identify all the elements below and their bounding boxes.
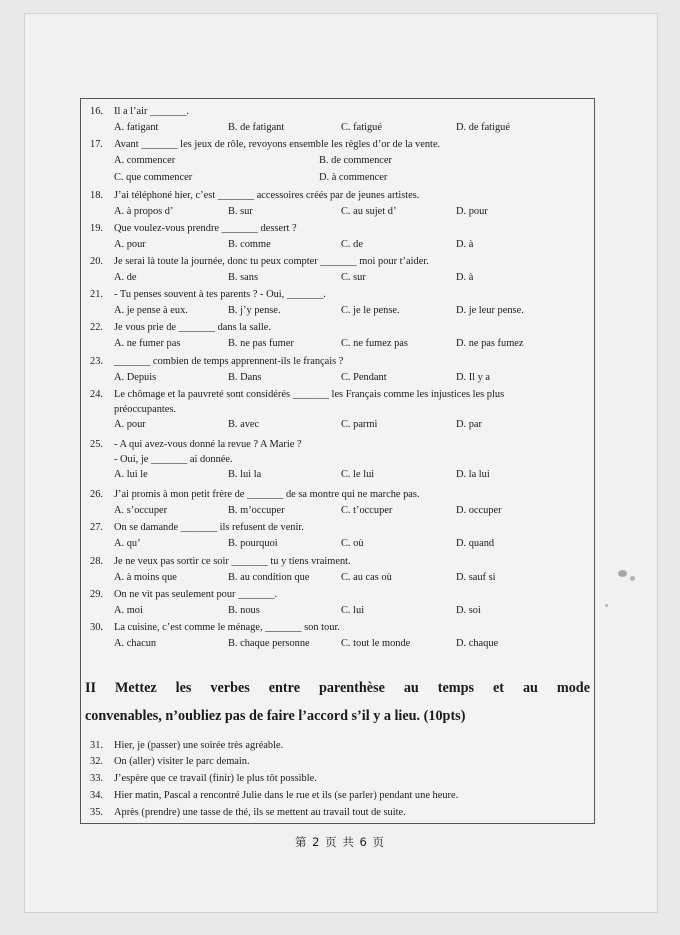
- option-b: B. ne pas fumer: [228, 338, 294, 349]
- option-a: A. ne fumer pas: [114, 338, 181, 349]
- question-number: 19.: [90, 223, 103, 234]
- option-a: A. moi: [114, 605, 143, 616]
- option-d: D. Il y a: [456, 372, 491, 383]
- question-stem: _______ combien de temps apprennent-ils le français ?: [114, 356, 344, 367]
- question-stem: Le chômage et la pauvreté sont considérés _______ les Français comme les injustices les plus: [114, 389, 505, 400]
- section-heading: II Mettez les verbes entre parenthèse au temps et au mode: [85, 680, 590, 696]
- option-b: B. au condition que: [228, 572, 310, 583]
- question-24: [85, 388, 590, 434]
- option-d: D. la lui: [456, 469, 490, 480]
- option-c: C. où: [341, 538, 364, 549]
- option-a: A. commencer: [114, 155, 176, 166]
- question-26: [85, 488, 590, 520]
- option-c: C. de: [341, 239, 363, 250]
- option-c: C. au sujet d’: [341, 206, 397, 217]
- question-number: 23.: [90, 356, 103, 367]
- question-22: [85, 321, 590, 353]
- option-c: C. ne fumez pas: [341, 338, 408, 349]
- option-c: C. tout le monde: [341, 638, 411, 649]
- option-a: A. lui le: [114, 469, 148, 480]
- option-d: D. quand: [456, 538, 495, 549]
- question-number: 27.: [90, 522, 103, 533]
- question-stem: Je serai là toute la journée, donc tu peux compter _______ moi pour t’aider.: [114, 256, 429, 267]
- exercise-number: 34.: [90, 790, 103, 801]
- option-b: B. comme: [228, 239, 271, 250]
- page-footer: 第 2 页 共 6 页: [295, 835, 385, 849]
- option-d: D. à: [456, 239, 474, 250]
- question-number: 26.: [90, 489, 103, 500]
- option-d: D. à commencer: [319, 172, 388, 183]
- section-heading-continued: convenables, n’oubliez pas de faire l’accord s’il y a lieu. (10pts): [85, 708, 466, 724]
- option-b: B. pourquoi: [228, 538, 278, 549]
- option-d: D. chaque: [456, 638, 499, 649]
- exercise-text: Hier matin, Pascal a rencontré Julie dans le rue et ils (se parler) pendant une heure.: [114, 790, 459, 801]
- option-c: C. Pendant: [341, 372, 387, 383]
- option-b: B. de fatigant: [228, 122, 285, 133]
- exercise-number: 31.: [90, 740, 103, 751]
- question-number: 25.: [90, 439, 103, 450]
- option-b: B. nous: [228, 605, 260, 616]
- question-30: [85, 621, 590, 653]
- option-a: A. pour: [114, 419, 146, 430]
- exam-page: [25, 14, 657, 912]
- scan-speck: [630, 576, 635, 581]
- question-20: [85, 255, 590, 287]
- question-18: [85, 189, 590, 221]
- question-number: 22.: [90, 322, 103, 333]
- question-stem: J’ai téléphoné hier, c’est _______ accessoires créés par de jeunes artistes.: [114, 190, 420, 201]
- option-b: B. lui la: [228, 469, 262, 480]
- option-b: B. sans: [228, 272, 259, 283]
- option-d: D. je leur pense.: [456, 305, 524, 316]
- question-stem: Je ne veux pas sortir ce soir _______ tu y tiens vraiment.: [114, 556, 351, 567]
- question-number: 24.: [90, 389, 103, 400]
- question-stem: Que voulez-vous prendre _______ dessert ?: [114, 223, 297, 234]
- option-d: D. pour: [456, 206, 488, 217]
- question-number: 28.: [90, 556, 103, 567]
- scan-speck: [605, 604, 608, 607]
- option-c: C. parmi: [341, 419, 378, 430]
- question-stem: J’ai promis à mon petit frère de _______ de sa montre qui ne marche pas.: [114, 489, 420, 500]
- question-25: [85, 438, 590, 484]
- option-b: B. m’occuper: [228, 505, 285, 516]
- question-23: [85, 355, 590, 387]
- option-a: A. de: [114, 272, 137, 283]
- option-b: B. sur: [228, 206, 253, 217]
- question-29: [85, 588, 590, 620]
- question-21: [85, 288, 590, 320]
- option-d: D. soi: [456, 605, 481, 616]
- question-stem: - Tu penses souvent à tes parents ? - Oui, _______.: [114, 289, 326, 300]
- question-stem: - A qui avez-vous donné la revue ? A Marie ?: [114, 439, 302, 450]
- question-stem: La cuisine, c’est comme le ménage, _______ son tour.: [114, 622, 340, 633]
- option-b: B. de commencer: [319, 155, 392, 166]
- option-d: D. occuper: [456, 505, 502, 516]
- exercise-text: Hier, je (passer) une soirée très agréable.: [114, 740, 284, 751]
- exercise-number: 35.: [90, 807, 103, 818]
- exercise-text: Après (prendre) une tasse de thé, ils se mettent au travail tout de suite.: [114, 807, 406, 818]
- question-28: [85, 555, 590, 587]
- question-16: [85, 105, 590, 137]
- question-number: 18.: [90, 190, 103, 201]
- option-d: D. par: [456, 419, 482, 430]
- question-number: 16.: [90, 106, 103, 117]
- option-a: A. chacun: [114, 638, 157, 649]
- question-stem: Il a l’air _______.: [114, 106, 190, 117]
- option-c: C. sur: [341, 272, 366, 283]
- question-number: 17.: [90, 139, 103, 150]
- option-d: D. à: [456, 272, 474, 283]
- exercise-text: J’espère que ce travail (finir) le plus tôt possible.: [114, 773, 317, 784]
- exam-frame: [80, 98, 595, 824]
- option-b: B. avec: [228, 419, 260, 430]
- question-17: [85, 138, 590, 187]
- option-a: A. s’occuper: [114, 505, 168, 516]
- option-c: C. fatigué: [341, 122, 382, 133]
- question-27: [85, 521, 590, 553]
- question-stem-continued: préoccupantes.: [114, 404, 177, 415]
- option-a: A. à moins que: [114, 572, 177, 583]
- option-d: D. de fatigué: [456, 122, 510, 133]
- option-c: C. que commencer: [114, 172, 193, 183]
- option-a: A. je pense à eux.: [114, 305, 188, 316]
- option-a: A. pour: [114, 239, 146, 250]
- option-c: C. lui: [341, 605, 365, 616]
- option-a: A. qu’: [114, 538, 141, 549]
- option-c: C. t’occuper: [341, 505, 393, 516]
- scan-speck: [618, 570, 627, 577]
- option-c: C. au cas où: [341, 572, 392, 583]
- option-d: D. ne pas fumez: [456, 338, 524, 349]
- option-b: B. chaque personne: [228, 638, 310, 649]
- question-number: 21.: [90, 289, 103, 300]
- option-c: C. je le pense.: [341, 305, 400, 316]
- question-number: 30.: [90, 622, 103, 633]
- question-stem: Avant _______ les jeux de rôle, revoyons ensemble les règles d’or de la vente.: [114, 139, 441, 150]
- question-stem-continued: - Oui, je _______ ai donnée.: [114, 454, 233, 465]
- option-a: A. Depuis: [114, 372, 157, 383]
- option-d: D. sauf si: [456, 572, 496, 583]
- question-number: 20.: [90, 256, 103, 267]
- question-stem: On se damande _______ ils refusent de venir.: [114, 522, 304, 533]
- exercise-text: On (aller) visiter le parc demain.: [114, 756, 250, 767]
- option-c: C. le lui: [341, 469, 375, 480]
- option-b: B. Dans: [228, 372, 262, 383]
- question-number: 29.: [90, 589, 103, 600]
- option-a: A. fatigant: [114, 122, 159, 133]
- question-stem: Je vous prie de _______ dans la salle.: [114, 322, 271, 333]
- question-stem: On ne vit pas seulement pour _______.: [114, 589, 278, 600]
- option-b: B. j’y pense.: [228, 305, 281, 316]
- exercise-number: 32.: [90, 756, 103, 767]
- option-a: A. à propos d’: [114, 206, 174, 217]
- exercise-number: 33.: [90, 773, 103, 784]
- question-19: [85, 222, 590, 254]
